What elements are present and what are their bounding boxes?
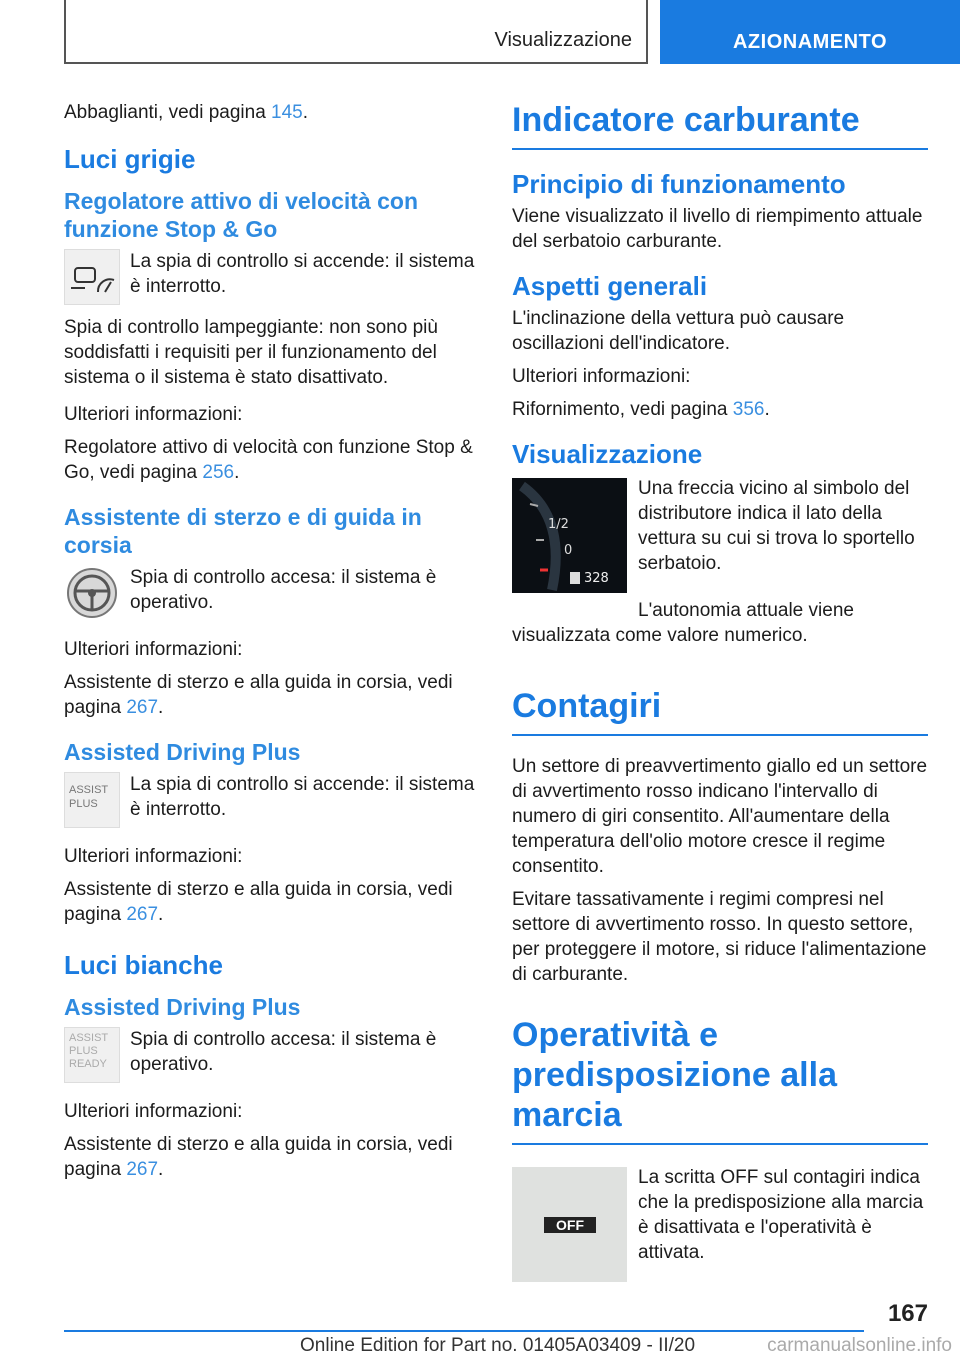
adp2-indicator-row xyxy=(64,1027,478,1087)
page-link-145[interactable]: 145 xyxy=(271,102,303,123)
page-link-356[interactable]: 356 xyxy=(732,399,765,420)
heading-assisted-driving-plus-2: Assisted Driving Plus xyxy=(64,994,301,1020)
tach-text-2: Evitare tassativamente i regimi compresi nel settore di avvertimento rosso. In questo settore, per proteggere il motore, si riduce l'alimentazione di carburante. xyxy=(512,889,927,985)
off-display-row xyxy=(512,1165,928,1283)
adp-link-text: Assistente di sterzo e alla guida in corsia, vedi pagina 267. xyxy=(64,879,453,925)
assist-plus-ready-icon: ASSIST PLUS READY xyxy=(64,1027,120,1083)
steering-link-text: Assistente di sterzo e alla guida in corsia, vedi pagina 267. xyxy=(64,672,453,718)
fuel-pump-icon xyxy=(570,572,580,584)
page-number: 167 xyxy=(887,1300,928,1327)
page-link-267-b[interactable]: 267 xyxy=(126,904,159,925)
general-more-info: Ulteriori informazioni: xyxy=(512,366,691,387)
acc-indicator-row xyxy=(64,249,478,309)
heading-acc: Regolatore attivo di velocità con funzione Stop & Go xyxy=(64,188,419,242)
display-text-1: Una freccia vicino al simbolo del distributore indica il lato della vettura su cui si trova lo sportello serbatoio. xyxy=(638,478,915,574)
heading-assisted-driving-plus: Assisted Driving Plus xyxy=(64,739,301,765)
off-display-image xyxy=(512,1167,627,1282)
tach-text-1: Un settore di preavvertimento giallo ed un settore di avvertimento rosso indicano l'intervallo di numero di giri consentito. All'aumentare della temperatura dell'olio motore cresce il regime consentito. xyxy=(512,756,928,877)
heading-general: Aspetti generali xyxy=(512,271,708,301)
heading-fuel-gauge: Indicatore carburante xyxy=(512,100,928,150)
gauge-range-label: 328 xyxy=(584,571,609,586)
heading-drive-readiness: Operatività e predisposizione alla marcia xyxy=(512,1015,928,1145)
principle-text: Viene visualizzato il livello di riempimento attuale del serbatoio carburante. xyxy=(512,206,923,252)
acc-warning-icon xyxy=(64,249,120,305)
fuel-gauge-image xyxy=(512,478,627,593)
footer-watermark: carmanualsonline.info xyxy=(767,1335,952,1356)
acc-more-info: Ulteriori informazioni: xyxy=(64,404,243,425)
general-text: L'inclinazione della vettura può causare oscillazioni dell'indicatore. xyxy=(512,308,845,354)
adp2-link-text: Assistente di sterzo e alla guida in corsia, vedi pagina 267. xyxy=(64,1134,453,1180)
adp-indicator-row xyxy=(64,772,478,832)
left-column xyxy=(64,100,478,1190)
heading-grey-lights: Luci grigie xyxy=(64,144,196,174)
adp2-more-info: Ulteriori informazioni: xyxy=(64,1101,243,1122)
heading-principle: Principio di funzionamento xyxy=(512,169,846,199)
fuel-display-row xyxy=(512,476,928,594)
gauge-half-label: 1/2 xyxy=(548,517,569,532)
header-section-title: Visualizzazione xyxy=(494,29,632,51)
acc-text-1: La spia di controllo si accende: il sistema è interrotto. xyxy=(130,251,475,297)
general-link-text: Rifornimento, vedi pagina 356. xyxy=(512,399,770,420)
footer-edition: Online Edition for Part no. 01405A03409 - II/20 xyxy=(300,1335,696,1356)
steering-text: Spia di controllo accesa: il sistema è operativo. xyxy=(130,567,437,613)
steering-wheel-icon xyxy=(64,565,120,621)
header-chapter-tab xyxy=(660,0,960,64)
page-link-267-c[interactable]: 267 xyxy=(126,1159,159,1180)
footer-divider xyxy=(64,1330,864,1332)
heading-tachometer: Contagiri xyxy=(512,686,928,736)
assist-plus-icon: ASSIST PLUS xyxy=(64,772,120,828)
page-link-256[interactable]: 256 xyxy=(202,462,235,483)
acc-text-2: Spia di controllo lampeggiante: non sono più soddisfatti i requisiti per il funzionamento del sistema o il sistema è stato disattivato. xyxy=(64,317,438,388)
page-link-267-a[interactable]: 267 xyxy=(126,697,159,718)
heading-display: Visualizzazione xyxy=(512,439,703,469)
adp2-text: Spia di controllo accesa: il sistema è operativo. xyxy=(130,1029,437,1075)
acc-link-text: Regolatore attivo di velocità con funzione Stop & Go, vedi pagina 256. xyxy=(64,437,473,483)
high-beam-ref-text: Abbaglianti, vedi pagina 145. xyxy=(64,102,309,123)
heading-steering-assist: Assistente di sterzo e di guida in corsia xyxy=(64,504,422,558)
ready-text: La scritta OFF sul contagiri indica che la predisposizione alla marcia è disattivata e l'operatività è attivata. xyxy=(638,1167,924,1263)
steering-more-info: Ulteriori informazioni: xyxy=(64,639,243,660)
steering-indicator-row xyxy=(64,565,478,625)
gauge-zero-label: 0 xyxy=(564,543,573,558)
heading-white-lights: Luci bianche xyxy=(64,950,223,980)
adp-more-info: Ulteriori informazioni: xyxy=(64,846,243,867)
display-text-2: L'autonomia attuale viene visualizzata come valore numerico. xyxy=(512,600,854,646)
header-chapter-title: AZIONAMENTO xyxy=(732,31,887,53)
adp-text: La spia di controllo si accende: il sistema è interrotto. xyxy=(130,774,475,820)
off-label: OFF xyxy=(544,1217,596,1233)
right-column xyxy=(512,100,928,1289)
header-section-box xyxy=(64,0,648,64)
